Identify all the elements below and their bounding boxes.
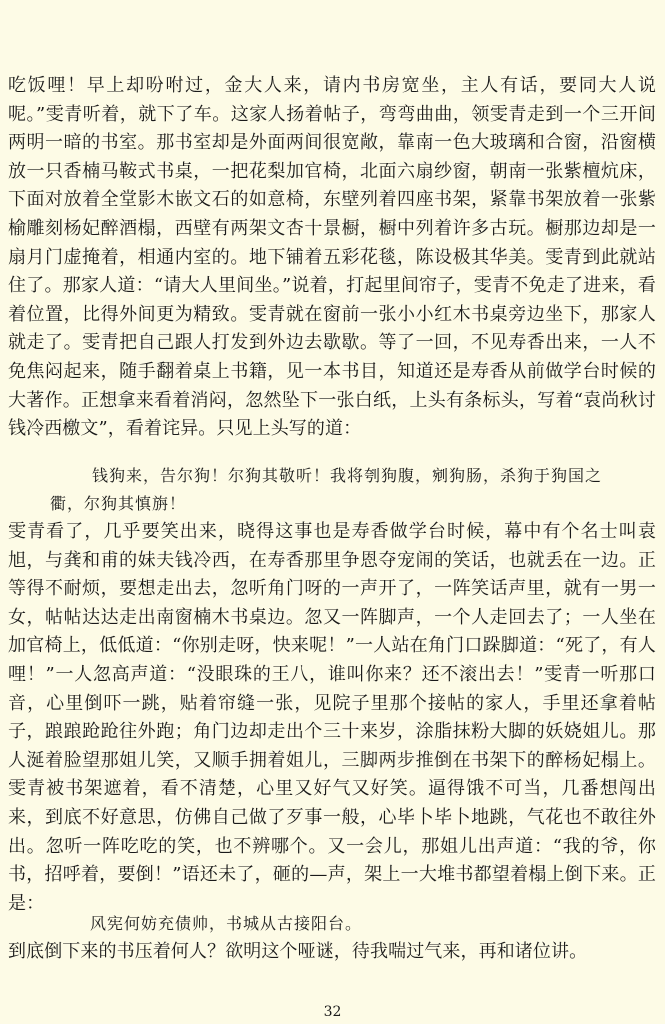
page-number: 32	[323, 1004, 342, 1020]
couplet-quote: 风宪何妨充债帅，书城从古接阳台。	[90, 914, 363, 933]
paragraph-3: 到底倒下来的书压着何人？欲明这个哑谜，待我喘过气来，再和诸位讲。	[8, 941, 588, 962]
paragraph-1: 吃饭哩！早上却吩咐过，金大人来，请内书房宽坐，主人有话，要同大人说呢。”雯青听着，就下了车。这家人扬着帖子，弯弯曲曲，领雯青走到一个三开间两明一暗的书室。那书室却是外面两间很宽敞，靠南一色大玻璃和合窗，沿窗横放一只香楠马鞍式书桌，一把花梨加官椅，北面六扇纱窗，朝南一张紫檀炕床，下面对放着全堂影木嵌文石的如意椅，东壁列着四座书架，紧靠书架放着一张紫榆雕刻杨妃醉酒榻，西壁有两架文杏十景橱，橱中列着许多古玩。橱那边却是一扇月门虚掩着，相通内室的。地下铺着五彩花毯，陈设极其华美。雯青到此就站住了。那家人道：“请大人里间坐。”说着，打起里间帘子，雯青不免走了进来，看着位置，比得外间更为精致。雯青就在窗前一张小小红木书桌旁边坐下，那家人就走了。雯青把自己跟人打发到外边去歇歇。等了一回，不见寿香出来，一人不免焦闷起来，随手翻着桌上书籍，见一本书目，知道还是寿香从前做学台时候的大著作。正想拿来看着消闷，忽然坠下一张白纸，上头有条标头，写着“袁尚秋讨钱冷西檄文”，看着诧异。只见上头写的道：	[8, 75, 656, 440]
paragraph-2: 雯青看了，几乎要笑出来，晓得这事也是寿香做学台时候，幕中有个名士叫袁旭，与龚和甫的妹夫钱冷西，在寿香那里争恩夺宠闹的笑话，也就丢在一边。正等得不耐烦，要想走出去，忽听角门呀的一声开了，一阵笑话声里，就有一男一女，帖帖达达走出南窗楠木书桌边。忽又一阵脚声，一个人走回去了；一人坐在加官椅上，低低道：“你别走呀，快来呢！”一人站在角门口跺脚道：“死了，有人哩！”一人忽高声道：“没眼珠的王八，谁叫你来？还不滚出去！”雯青一听那口音，心里倒吓一跳，贴着帘缝一张，见院子里那个接帖的家人，手里还拿着帖子，踉踉跄跄往外跑；角门边却走出个三十来岁，涂脂抹粉大脚的妖娆姐儿。那人涎着脸望那姐儿笑，又顺手拥着姐儿，三脚两步推倒在书架下的醉杨妃榻上。雯青被书架遮着，看不清楚，心里又好气又好笑。逼得饿不可当，几番想闯出来，到底不好意思，仿佛自己做了歹事一般，心毕卜毕卜地跳，气花也不敢往外出。忽听一阵吃吃的笑，也不辨哪个。又一会儿，那姐儿出声道：“我的爷，你书，招呼着，要倒！”语还未了，砸的—声，架上一大堆书都望着榻上倒下来。正是：	[8, 521, 656, 914]
proclamation-line-2: 衢，尔狗其慎旃！	[50, 494, 187, 513]
proclamation-line-1: 钱狗来，告尔狗！尔狗其敬听！我将刳狗腹，剜狗肠，杀狗于狗国之	[92, 466, 603, 485]
proclamation-quote	[8, 462, 656, 518]
